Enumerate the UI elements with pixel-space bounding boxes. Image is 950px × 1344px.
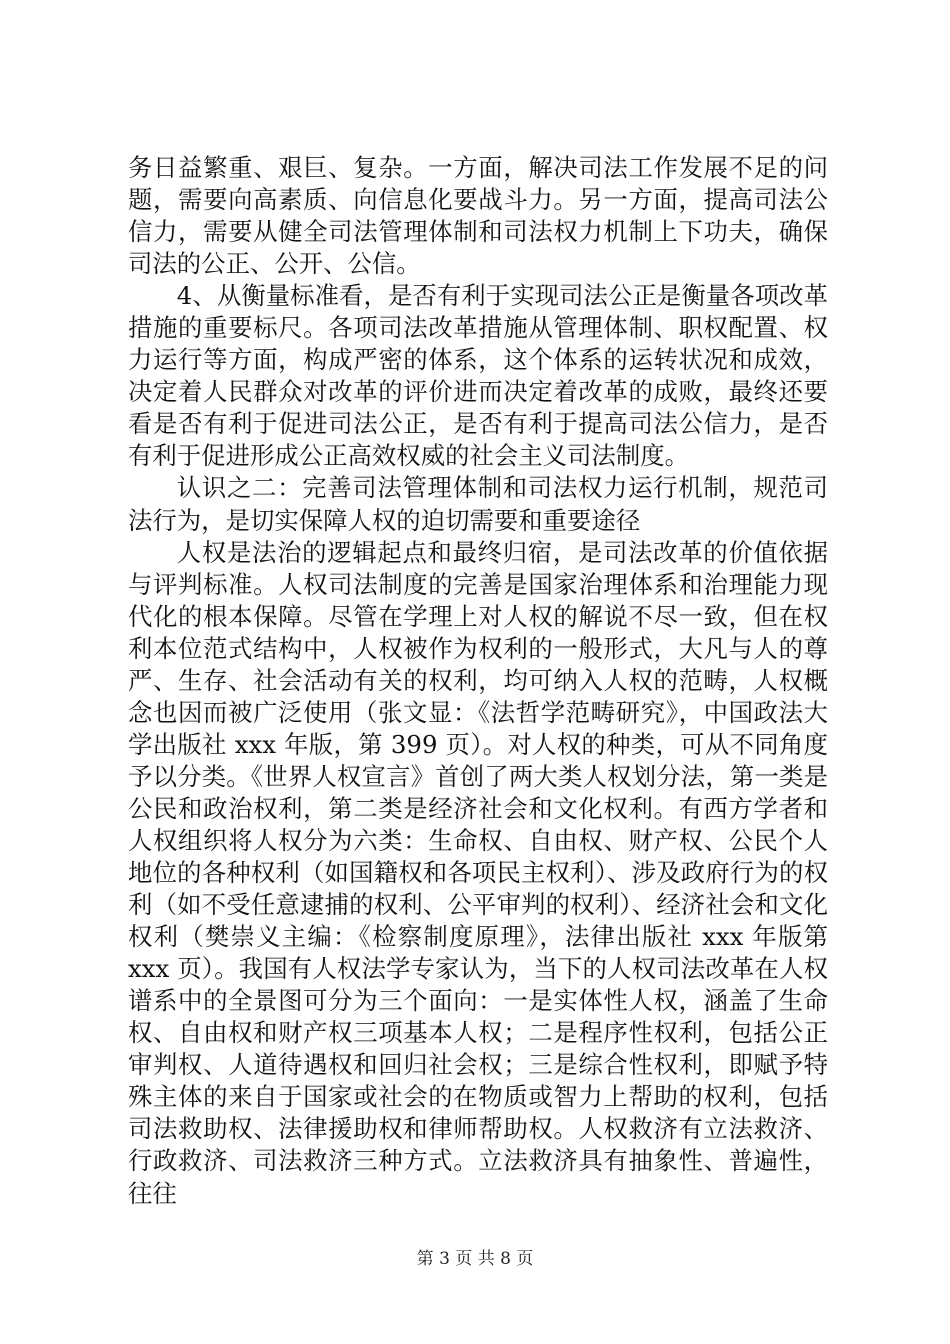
paragraph-human-rights: 人权是法治的逻辑起点和最终归宿，是司法改革的价值依据与评判标准。人权司法制度的完善是国家治理体系和治理能力现代化的根本保障。尽管在学理上对人权的解说不尽一致，但在权利本位范式结构中，人权被作为权利的一般形式，大凡与人的尊严、生存、社会活动有关的权利，均可纳入人权的范畴，人权概念也因而被广泛使用（张文显：《法哲学范畴研究》，中国政法大学出版社 xxx 年版，第 399 页）。对人权的种类，可从不同角度予以分类。《世界人权宣言》首创了两大类人权划分法，第一类是公民和政治权利，第二类是经济社会和文化权利。有西方学者和人权组织将人权分为六类：生命权、自由权、财产权、公民个人地位的各种权利（如国籍权和各项民主权利）、涉及政府行为的权利（如不受任意逮捕的权利、公平审判的权利）、经济社会和文化权利（樊崇义主编：《检察制度原理》，法律出版社 xxx 年版第 xxx 页）。我国有人权法学专家认为，当下的人权司法改革在人权谱系中的全景图可分为三个面向：一是实体性人权，涵盖了生命权、自由权和财产权三项基本人权；二是程序性权利，包括公正审判权、人道待遇权和回归社会权；三是综合性权利，即赋予特殊主体的来自于国家或社会的在物质或智力上帮助的权利，包括司法救助权、法律援助权和律师帮助权。人权救济有立法救济、行政救济、司法救济三种方式。立法救济具有抽象性、普遍性，往往 bbox=[128, 537, 828, 1208]
paragraph-measurement-standard: 4、从衡量标准看，是否有利于实现司法公正是衡量各项改革措施的重要标尺。各项司法改革措施从管理体制、职权配置、权力运行等方面，构成严密的体系，这个体系的运转状况和成效，决定着人民群众对改革的评价进而决定着改革的成败，最终还要看是否有利于促进司法公正，是否有利于提高司法公信力，是否有利于促进形成公正高效权威的社会主义司法制度。 bbox=[128, 281, 828, 471]
document-body bbox=[128, 152, 828, 1210]
section-heading-understanding-two: 认识之二：完善司法管理体制和司法权力运行机制，规范司法行为，是切实保障人权的迫切需要和重要途径 bbox=[128, 473, 828, 535]
paragraph-continuation: 务日益繁重、艰巨、复杂。一方面，解决司法工作发展不足的问题，需要向高素质、向信息化要战斗力。另一方面，提高司法公信力，需要从健全司法管理体制和司法权力机制上下功夫，确保司法的公正、公开、公信。 bbox=[128, 153, 828, 279]
page-number-footer: 第 3 页 共 8 页 bbox=[416, 1249, 534, 1269]
